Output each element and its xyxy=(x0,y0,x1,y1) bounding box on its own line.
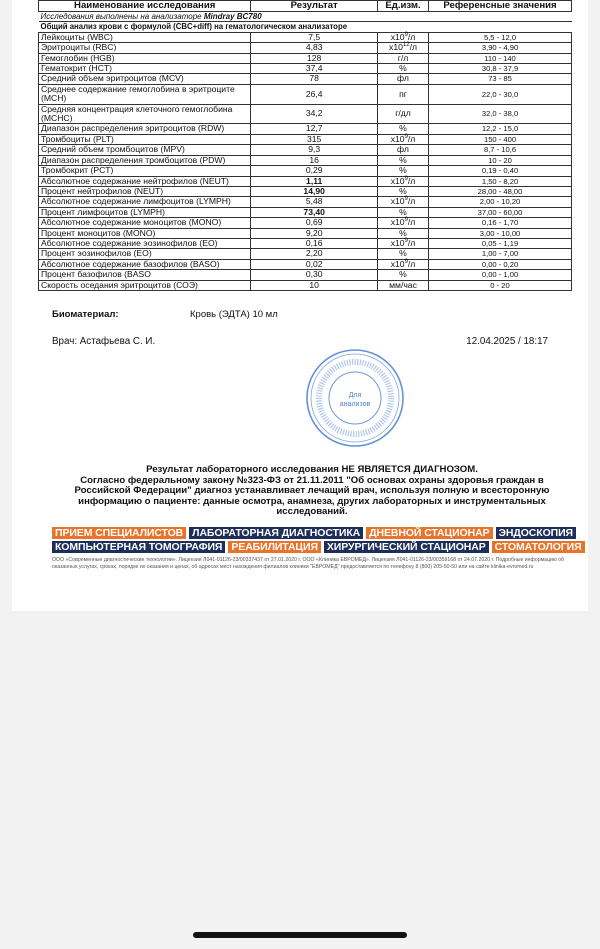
test-reference: 37,00 - 60,00 xyxy=(429,207,572,217)
test-reference: 0,00 - 1,00 xyxy=(429,270,572,280)
test-unit xyxy=(377,145,428,155)
test-reference: 0,19 - 0,40 xyxy=(429,166,572,176)
unit-base: % xyxy=(399,165,407,176)
table-row xyxy=(39,176,572,186)
table-row xyxy=(39,166,572,176)
legal-footer: ООО «Современные диагностические технологии». Лицензия Л041-01126-23/00337437 от 27.01.2020 г. ООО «Клиника ЕВРОМЕД». Лицензия Л041-01126-23/00359168 от 24.07.2020 г. Подробные информацию об оказанных услугах, сроках, порядке их оказания и ценах, об адресах мест нахождения филиалов клиники "ЕВРОМЕД" предоставляется по телефону 8 (800) 205-50-50 или на сайте klinika-evromed.ru xyxy=(52,557,565,570)
unit-tail: /л xyxy=(409,42,417,53)
table-row xyxy=(39,280,572,290)
test-reference: 1,00 - 7,00 xyxy=(429,249,572,259)
unit-base: % xyxy=(399,63,407,74)
test-result: 37,4 xyxy=(251,64,378,74)
analyzer-name: Mindray BC780 xyxy=(203,12,262,21)
test-result: 5,48 xyxy=(251,197,378,207)
unit-exponent: 9 xyxy=(404,134,408,141)
service-tag: ПРИЕМ СПЕЦИАЛИСТОВ xyxy=(52,527,186,539)
test-reference: 22,0 - 30,0 xyxy=(429,84,572,104)
table-header-row xyxy=(39,1,572,12)
table-row xyxy=(39,238,572,248)
test-reference: 0,16 - 1,70 xyxy=(429,218,572,228)
unit-base: x10 xyxy=(390,217,405,228)
test-result: 10 xyxy=(251,280,378,290)
test-reference: 10 - 20 xyxy=(429,155,572,165)
table-row xyxy=(39,145,572,155)
test-result: 0,69 xyxy=(251,218,378,228)
test-name: Лейкоциты (WBC) xyxy=(39,32,251,42)
test-result: 0,02 xyxy=(251,259,378,269)
table-row xyxy=(39,155,572,165)
table-row xyxy=(39,124,572,134)
unit-base: % xyxy=(399,154,407,165)
unit-tail: /л xyxy=(407,31,416,42)
table-row xyxy=(39,64,572,74)
test-result: 0,29 xyxy=(251,166,378,176)
test-name: Диапазон распределения эритроцитов (RDW) xyxy=(39,124,251,134)
biomaterial-value: Кровь (ЭДТА) 10 мл xyxy=(190,309,278,320)
test-result: 4,83 xyxy=(251,43,378,53)
section-title-row xyxy=(39,22,572,32)
lab-report-page xyxy=(12,0,588,611)
test-reference: 3,90 - 4,90 xyxy=(429,43,572,53)
services-banner-row-1 xyxy=(52,527,572,539)
results-table xyxy=(38,0,572,291)
test-reference: 8,7 - 10,6 xyxy=(429,145,572,155)
header-unit: Ед.изм. xyxy=(377,1,428,12)
table-row xyxy=(39,104,572,124)
test-reference: 0,05 - 1,19 xyxy=(429,238,572,248)
biomaterial-label: Биоматериал: xyxy=(52,309,119,320)
test-unit xyxy=(377,249,428,259)
header-reference: Референсные значения xyxy=(429,1,572,12)
unit-exponent: 9 xyxy=(404,217,408,224)
test-name: Средний объем тромбоцитов (MPV) xyxy=(39,145,251,155)
test-result: 2,20 xyxy=(251,249,378,259)
unit-exponent: 9 xyxy=(404,31,408,38)
test-result: 16 xyxy=(251,155,378,165)
test-reference: 1,50 - 8,20 xyxy=(429,176,572,186)
test-name: Процент нейтрофилов (NEUT) xyxy=(39,186,251,196)
header-name: Наименование исследования xyxy=(39,1,251,12)
test-unit xyxy=(377,104,428,124)
test-result: 0,16 xyxy=(251,238,378,248)
table-row xyxy=(39,259,572,269)
disclaimer xyxy=(52,465,572,518)
unit-base: x10 xyxy=(390,175,405,186)
unit-base: % xyxy=(399,206,407,217)
unit-base: пг xyxy=(399,88,407,99)
doctor-name: Врач: Астафьева С. И. xyxy=(52,336,156,347)
unit-tail: /л xyxy=(407,258,416,269)
unit-base: % xyxy=(399,227,407,238)
unit-base: фл xyxy=(397,144,409,155)
test-unit xyxy=(377,84,428,104)
test-unit xyxy=(377,134,428,144)
service-tag: ЭНДОСКОПИЯ xyxy=(496,527,577,539)
test-reference: 0 - 20 xyxy=(429,280,572,290)
test-name: Абсолютное содержание лимфоцитов (LYMPH) xyxy=(39,197,251,207)
unit-tail: /л xyxy=(407,133,416,144)
table-row xyxy=(39,134,572,144)
unit-base: г/дл xyxy=(395,108,411,119)
unit-exponent: 9 xyxy=(404,258,408,265)
test-unit xyxy=(377,43,428,53)
test-reference: 0,00 - 0,20 xyxy=(429,259,572,269)
stamp-text-2: анализов xyxy=(339,401,371,408)
test-name: Абсолютное содержание базофилов (BASO) xyxy=(39,259,251,269)
service-tag: РЕАБИЛИТАЦИЯ xyxy=(228,541,321,553)
test-name: Скорость оседания эритроцитов (СОЭ) xyxy=(39,280,251,290)
test-unit xyxy=(377,218,428,228)
test-unit xyxy=(377,155,428,165)
unit-base: x10 xyxy=(390,258,405,269)
unit-exponent: 9 xyxy=(404,238,408,245)
test-name: Абсолютное содержание моноцитов (MONO) xyxy=(39,218,251,228)
table-row xyxy=(39,228,572,238)
test-unit xyxy=(377,197,428,207)
test-result: 7,5 xyxy=(251,32,378,42)
test-name: Диапазон распределения тромбоцитов (PDW) xyxy=(39,155,251,165)
service-tag: ЛАБОРАТОРНАЯ ДИАГНОСТИКА xyxy=(189,527,363,539)
unit-base: x10 xyxy=(390,133,405,144)
test-unit xyxy=(377,176,428,186)
test-name: Тромбокрит (PCT) xyxy=(39,166,251,176)
test-unit xyxy=(377,64,428,74)
test-name: Процент моноцитов (MONO) xyxy=(39,228,251,238)
test-reference: 150 - 400 xyxy=(429,134,572,144)
test-result: 315 xyxy=(251,134,378,144)
unit-tail: /л xyxy=(407,217,416,228)
test-reference: 30,8 - 37,9 xyxy=(429,64,572,74)
test-name: Эритроциты (RBC) xyxy=(39,43,251,53)
test-name: Гемоглобин (HGB) xyxy=(39,53,251,63)
table-row xyxy=(39,218,572,228)
test-unit xyxy=(377,124,428,134)
test-result: 9,3 xyxy=(251,145,378,155)
table-row xyxy=(39,74,572,84)
table-row xyxy=(39,249,572,259)
unit-base: фл xyxy=(397,73,409,84)
test-unit xyxy=(377,74,428,84)
test-unit xyxy=(377,166,428,176)
unit-base: г/л xyxy=(397,52,409,63)
table-row xyxy=(39,32,572,42)
test-unit xyxy=(377,270,428,280)
test-result: 73,40 xyxy=(251,207,378,217)
test-name: Абсолютное содержание нейтрофилов (NEUT) xyxy=(39,176,251,186)
unit-exponent: 9 xyxy=(404,196,408,203)
test-name: Средний объем эритроцитов (MCV) xyxy=(39,74,251,84)
table-row xyxy=(39,186,572,196)
test-name: Средняя концентрация клеточного гемоглобина (MCHC) xyxy=(39,104,251,124)
unit-tail: /л xyxy=(407,237,416,248)
test-reference: 73 - 85 xyxy=(429,74,572,84)
clinic-stamp xyxy=(305,348,405,448)
unit-base: % xyxy=(399,269,407,280)
home-indicator[interactable] xyxy=(193,932,407,938)
test-result: 1,11 xyxy=(251,176,378,186)
service-tag: КОМПЬЮТЕРНАЯ ТОМОГРАФИЯ xyxy=(52,541,225,553)
test-result: 9,20 xyxy=(251,228,378,238)
test-result: 34,2 xyxy=(251,104,378,124)
test-unit xyxy=(377,228,428,238)
unit-base: % xyxy=(399,123,407,134)
unit-base: x10 xyxy=(389,42,403,53)
test-reference: 2,00 - 10,20 xyxy=(429,197,572,207)
unit-base: x10 xyxy=(390,237,405,248)
test-reference: 3,00 - 10,00 xyxy=(429,228,572,238)
unit-base: x10 xyxy=(390,31,405,42)
service-tag: СТОМАТОЛОГИЯ xyxy=(492,541,585,553)
test-unit xyxy=(377,53,428,63)
test-name: Абсолютное содержание эозинофилов (EO) xyxy=(39,238,251,248)
test-reference: 12,2 - 15,0 xyxy=(429,124,572,134)
service-tag: ДНЕВНОЙ СТАЦИОНАР xyxy=(366,527,492,539)
test-result: 14,90 xyxy=(251,186,378,196)
table-row xyxy=(39,197,572,207)
test-result: 0,30 xyxy=(251,270,378,280)
test-name: Процент базофилов (BASO xyxy=(39,270,251,280)
test-reference: 32,0 - 38,0 xyxy=(429,104,572,124)
test-name: Процент эозинофилов (EO) xyxy=(39,249,251,259)
table-row xyxy=(39,207,572,217)
test-name: Процент лимфоцитов (LYMPH) xyxy=(39,207,251,217)
test-unit xyxy=(377,238,428,248)
test-unit xyxy=(377,280,428,290)
test-reference: 110 - 140 xyxy=(429,53,572,63)
unit-base: % xyxy=(399,185,407,196)
test-unit xyxy=(377,207,428,217)
test-name: Среднее содержание гемоглобина в эритроците (MCH) xyxy=(39,84,251,104)
test-reference: 28,00 - 48,00 xyxy=(429,186,572,196)
table-row xyxy=(39,270,572,280)
table-row xyxy=(39,53,572,63)
unit-base: x10 xyxy=(390,196,405,207)
unit-tail: /л xyxy=(407,175,416,186)
test-name: Гематокрит (HCT) xyxy=(39,64,251,74)
test-result: 78 xyxy=(251,74,378,84)
test-unit xyxy=(377,32,428,42)
analyzer-note: Исследования выполнены на анализаторе Mindray BC780 xyxy=(39,12,572,22)
unit-exponent: 9 xyxy=(404,175,408,182)
table-row xyxy=(39,43,572,53)
unit-base: % xyxy=(399,248,407,259)
stamp-text-1: Для xyxy=(348,392,362,399)
unit-tail: /л xyxy=(407,196,416,207)
test-unit xyxy=(377,186,428,196)
test-result: 128 xyxy=(251,53,378,63)
table-row xyxy=(39,84,572,104)
disclaimer-line2: Согласно федеральному закону №323-ФЗ от 21.11.2011 "Об основах охраны здоровья граждан в Российской Федерации" диагноз устанавливает лечащий врач, используя полную и всесторонную информацию о пациенте: данные осмотра, анамнеза, других лабораторных и инструментальных исследований. xyxy=(74,474,550,517)
services-banner-row-2 xyxy=(52,541,582,553)
disclaimer-line1: Результат лабораторного исследования НЕ ЯВЛЯЕТСЯ ДИАГНОЗОМ. xyxy=(146,464,478,475)
test-result: 12,7 xyxy=(251,124,378,134)
section-title: Общий анализ крови с формулой (CBC+diff) на гематологическом анализаторе xyxy=(39,22,572,32)
header-result: Результат xyxy=(251,1,378,12)
analyzer-note-row xyxy=(39,12,572,22)
service-tag: ХИРУРГИЧЕСКИЙ СТАЦИОНАР xyxy=(324,541,489,553)
test-result: 26,4 xyxy=(251,84,378,104)
test-name: Тромбоциты (PLT) xyxy=(39,134,251,144)
test-reference: 5,5 - 12,0 xyxy=(429,32,572,42)
test-unit xyxy=(377,259,428,269)
unit-base: мм/час xyxy=(389,279,417,290)
report-date: 12.04.2025 / 18:17 xyxy=(466,336,548,347)
unit-exponent: 12 xyxy=(402,42,410,49)
